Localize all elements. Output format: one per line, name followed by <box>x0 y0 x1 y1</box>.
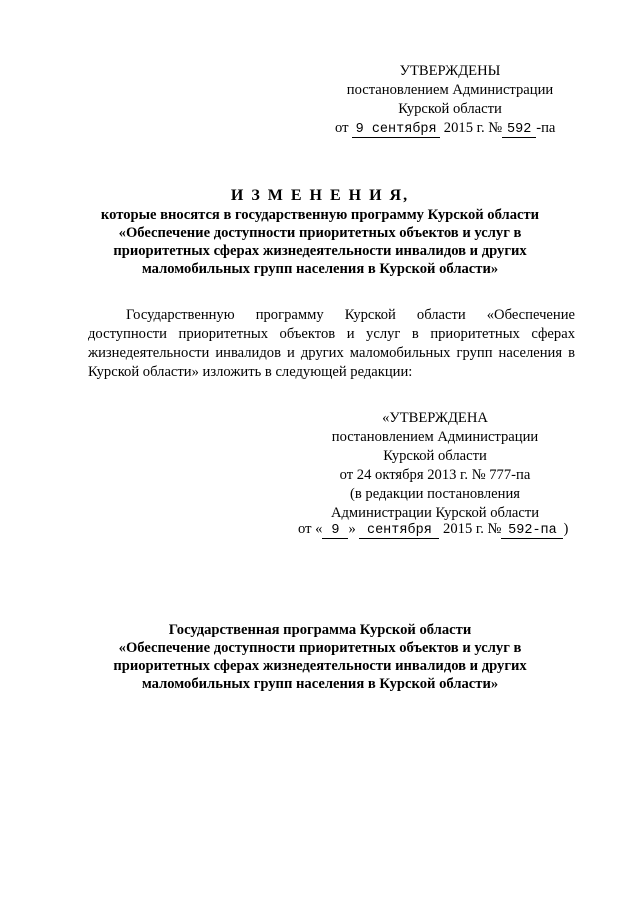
body-line-3: жизнедеятельности инвалидов и других маломобильных групп населения в <box>88 345 575 361</box>
approval2-line-3: от 24 октября 2013 г. № 777-па <box>339 467 531 483</box>
program-line-3: маломобильных групп населения в Курской области» <box>141 676 499 692</box>
approval2-day: 9 <box>322 523 348 539</box>
approval-line-1: постановлением Администрации <box>346 82 554 98</box>
approval2-line-4: (в редакции постановления <box>350 486 520 502</box>
changes-line-1: которые вносятся в государственную программу Курской области <box>100 207 540 223</box>
approval-date-year: 2015 г. № <box>443 120 503 136</box>
approval-number-suffix: -па <box>536 120 556 136</box>
program-line-2: приоритетных сферах жизнедеятельности инвалидов и других <box>113 658 527 674</box>
body-line-2: доступности приоритетных объектов и услуг в приоритетных сферах <box>88 326 575 342</box>
changes-line-2: «Обеспечение доступности приоритетных объектов и услуг в <box>118 225 522 241</box>
changes-line-3: приоритетных сферах жизнедеятельности инвалидов и других <box>113 243 527 259</box>
changes-title: И З М Е Н Е Н И Я, <box>230 187 410 204</box>
approval2-line-2: Курской области <box>383 448 487 464</box>
body-line-4: Курской области» изложить в следующей редакции: <box>88 364 413 380</box>
approval2-date-prefix: от « <box>298 521 323 537</box>
approval2-month: сентября <box>359 523 439 539</box>
approval2-line-5: Администрации Курской области <box>330 505 540 521</box>
approval-line-2: Курской области <box>398 101 502 117</box>
approval2-year: 2015 г. № <box>443 521 502 537</box>
program-line-1: «Обеспечение доступности приоритетных объектов и услуг в <box>118 640 522 656</box>
approval-date-day-month: 9 сентября <box>352 122 440 138</box>
approval-title: УТВЕРЖДЕНЫ <box>399 63 501 79</box>
approval2-number: 592-па <box>501 523 563 539</box>
approval2-date-line <box>298 520 568 539</box>
changes-line-4: маломобильных групп населения в Курской области» <box>141 261 499 277</box>
approval2-line-1: постановлением Администрации <box>331 429 539 445</box>
approval-doc-number: 592 <box>502 122 536 138</box>
program-title: Государственная программа Курской области <box>168 622 472 638</box>
approval2-quote-close: » <box>348 521 356 537</box>
approval-date-line <box>335 119 555 138</box>
approval2-close-paren: ) <box>563 521 569 537</box>
body-line-1: Государственную программу Курской области «Обеспечение <box>126 307 575 323</box>
approval2-title: «УТВЕРЖДЕНА <box>382 410 488 426</box>
approval-date-prefix: от <box>335 120 349 136</box>
